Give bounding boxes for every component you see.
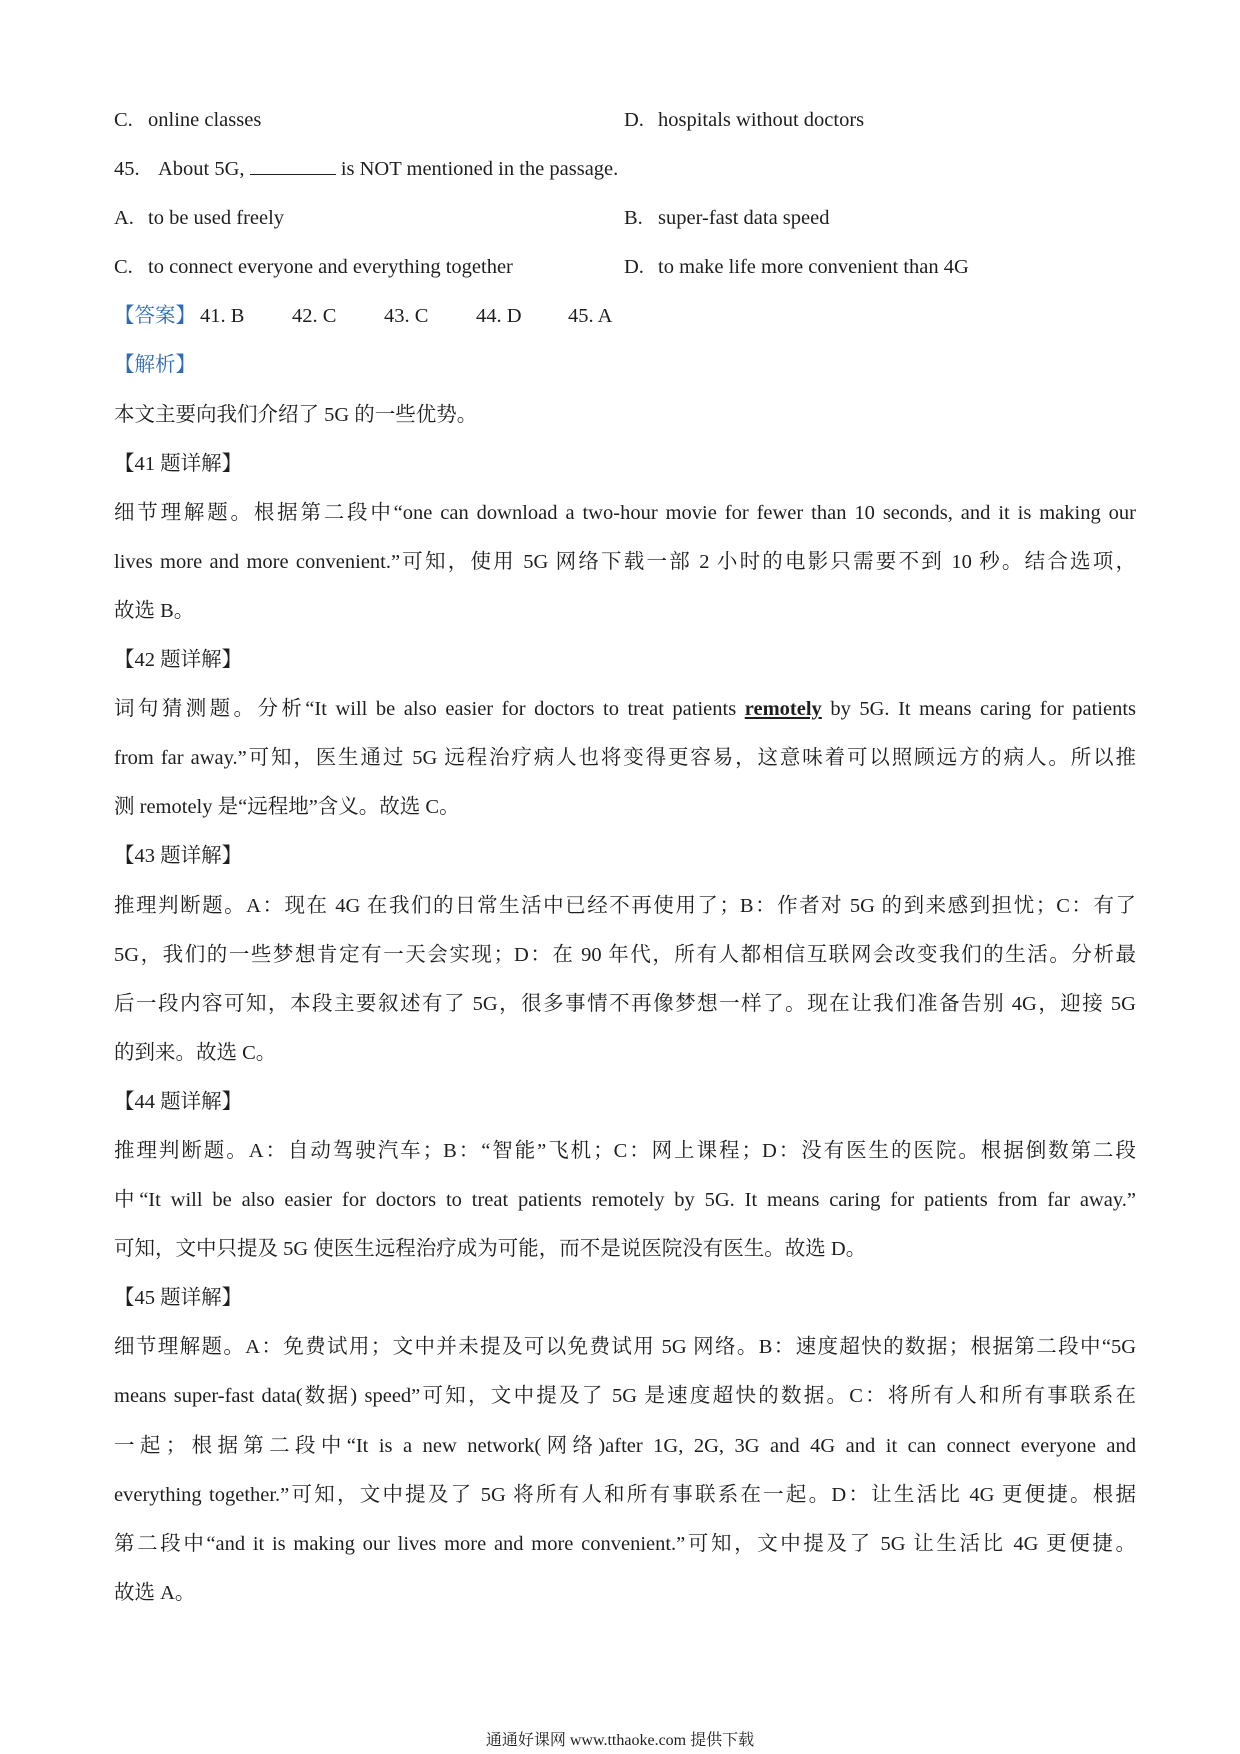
answer-item: 45. A	[568, 305, 613, 328]
answer-blank	[250, 156, 336, 175]
q41-line: lives more and more convenient.”可知，使用 5G 网络下载一部 2 小时的电影只需要不到 10 秒。结合选项，	[114, 550, 1136, 573]
q45-line: 故选 A。	[114, 1581, 196, 1604]
option-letter: C.	[114, 256, 133, 279]
option-letter: D.	[624, 109, 644, 131]
option-text: super-fast data speed	[658, 207, 830, 230]
answer-item: 41. B	[200, 305, 245, 328]
page-content	[114, 96, 1136, 1618]
q45-question	[114, 145, 1136, 194]
q45-option-b	[624, 194, 830, 243]
page-footer: 通通好课网 www.tthaoke.com 提供下载	[485, 1732, 755, 1749]
option-text: online classes	[148, 109, 262, 131]
q45-option-a	[114, 194, 284, 243]
q41-line: 细节理解题。根据第二段中“one can download a two-hour movie for fewer than 10 seconds, and it is making our	[114, 501, 1136, 524]
q44-options-row	[114, 96, 1136, 145]
q45-option-d	[624, 243, 969, 292]
q43-line: 后一段内容可知，本段主要叙述有了 5G，很多事情不再像梦想一样了。现在让我们准备告别 4G，迎接 5G	[114, 992, 1136, 1015]
q45-heading: 【45 题详解】	[114, 1287, 243, 1310]
answer-item: 42. C	[292, 305, 337, 328]
q43-line: 推理判断题。A：现在 4G 在我们的日常生活中已经不再使用了；B：作者对 5G 的到来感到担忧；C：有了	[114, 894, 1136, 917]
q45-options-row-ab	[114, 194, 1136, 243]
q45-options-row-cd	[114, 243, 1136, 292]
q43-line: 的到来。故选 C。	[114, 1041, 277, 1064]
option-text: to connect everyone and everything together	[148, 256, 513, 279]
q43-line: 5G，我们的一些梦想肯定有一天会实现；D：在 90 年代，所有人都相信互联网会改变我们的生活。分析最	[114, 943, 1136, 966]
option-letter: C.	[114, 109, 133, 131]
answer-item: 43. C	[384, 305, 429, 328]
answer-key	[114, 292, 1136, 341]
option-text: to make life more convenient than 4G	[658, 256, 969, 279]
q42-line: from far away.”可知，医生通过 5G 远程治疗病人也将变得更容易，这意味着可以照顾远方的病人。所以推	[114, 747, 1136, 770]
q42-line-after: by 5G. It means caring for patients	[830, 698, 1136, 721]
q44-line: 可知，文中只提及 5G 使医生远程治疗成为可能，而不是说医院没有医生。故选 D。	[114, 1238, 867, 1261]
q45-line: 第二段中“and it is making our lives more and more convenient.”可知，文中提及了 5G 让生活比 4G 更便捷。	[114, 1532, 1136, 1555]
q44-heading: 【44 题详解】	[114, 1090, 243, 1113]
q44-line: 推理判断题。A：自动驾驶汽车；B：“智能”飞机；C：网上课程；D：没有医生的医院。根据倒数第二段	[114, 1139, 1136, 1162]
question-stem-after: is NOT mentioned in the passage.	[340, 158, 619, 181]
q42-line-before: 词句猜测题。分析“It will be also easier for doctors to treat patients	[114, 698, 737, 721]
q42-keyword: remotely	[744, 698, 822, 721]
q42-line	[114, 685, 1136, 734]
q45-line: 一起；根据第二段中“It is a new network(网络)after 1G, 2G, 3G and 4G and it can connect everyone and	[114, 1434, 1136, 1457]
q45-line: means super-fast data(数据) speed”可知，文中提及了 5G 是速度超快的数据。C：将所有人和所有事联系在	[114, 1385, 1136, 1408]
q44-option-d	[624, 96, 864, 145]
q41-line: 故选 B。	[114, 599, 195, 622]
answer-item: 44. D	[476, 305, 522, 328]
q41-heading: 【41 题详解】	[114, 452, 243, 475]
question-stem-before: About 5G,	[158, 158, 245, 181]
option-letter: D.	[624, 256, 644, 279]
analysis-label: 【解析】	[114, 354, 196, 377]
q45-line: everything together.”可知，文中提及了 5G 将所有人和所有事联系在一起。D：让生活比 4G 更便捷。根据	[114, 1483, 1136, 1506]
option-letter: B.	[624, 207, 643, 230]
q42-line: 测 remotely 是“远程地”含义。故选 C。	[114, 796, 460, 819]
q42-heading: 【42 题详解】	[114, 649, 243, 672]
q43-heading: 【43 题详解】	[114, 845, 243, 868]
q44-line: 中“It will be also easier for doctors to treat patients remotely by 5G. It means caring for patients from far away.”	[114, 1189, 1136, 1212]
question-number: 45.	[114, 158, 140, 181]
option-letter: A.	[114, 207, 134, 230]
answer-label: 【答案】	[114, 305, 196, 328]
analysis-summary: 本文主要向我们介绍了 5G 的一些优势。	[114, 403, 478, 426]
option-text: to be used freely	[148, 207, 285, 230]
q44-option-c	[114, 96, 261, 145]
q45-option-c	[114, 243, 513, 292]
q45-line: 细节理解题。A：免费试用；文中并未提及可以免费试用 5G 网络。B：速度超快的数据；根据第二段中“5G	[114, 1336, 1136, 1359]
option-text: hospitals without doctors	[658, 109, 865, 131]
